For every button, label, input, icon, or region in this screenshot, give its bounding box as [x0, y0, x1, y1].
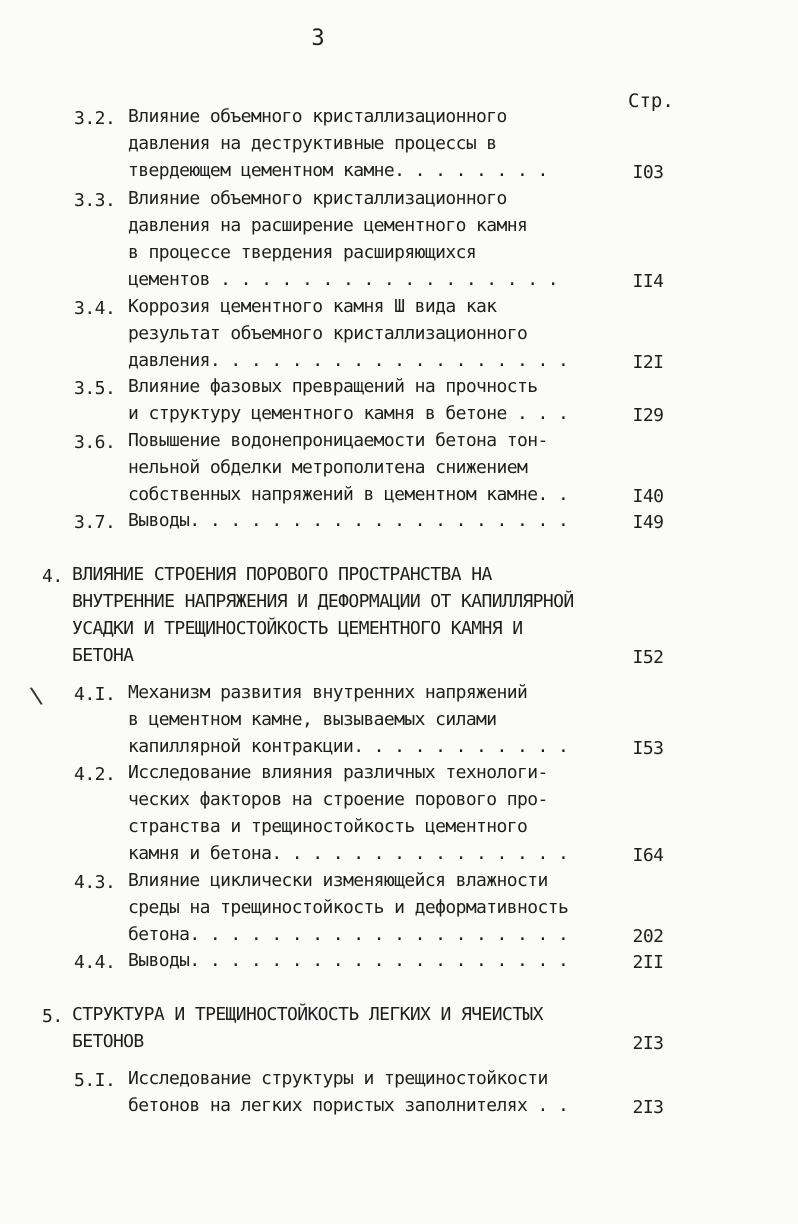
toc-entry-line: УСАДКИ И ТРЕЩИНОСТОЙКОСТЬ ЦЕМЕНТНОГО КАМНЯ И	[72, 618, 523, 639]
toc-entry-line: Выводы. . . . . . . . . . . . . . . . . . .	[128, 510, 569, 531]
toc-entry-number: 4.3.	[74, 872, 116, 893]
page-number: 3	[311, 26, 325, 51]
toc-entry-line: цементов . . . . . . . . . . . . . . . . .	[128, 269, 558, 290]
toc-entry-page: 2I3	[632, 1097, 664, 1118]
toc-entry-line: БЕТОНОВ	[72, 1031, 144, 1052]
toc-entry-page: I53	[632, 738, 664, 759]
toc-entry-line: ВЛИЯНИЕ СТРОЕНИЯ ПОРОВОГО ПРОСТРАНСТВА НА	[72, 564, 492, 585]
toc-entry-line: Исследование структуры и трещиностойкости	[128, 1068, 548, 1089]
toc-entry-line: Выводы. . . . . . . . . . . . . . . . . . .	[128, 950, 569, 971]
toc-entry-number: 5.	[42, 1006, 63, 1027]
toc-entry-line: бетонов на легких пористых заполнителях . .	[128, 1095, 569, 1116]
toc-entry-page: I52	[632, 647, 664, 668]
toc-entry-line: среды на трещиностойкость и деформативность	[128, 897, 569, 918]
toc-entry-line: ческих факторов на строение порового про-	[128, 789, 548, 810]
toc-entry-line: давления на деструктивные процессы в	[128, 133, 497, 154]
toc-entry-number: 3.7.	[74, 512, 116, 533]
toc-entry-page: I2I	[632, 352, 664, 373]
toc-entry-page: 202	[632, 926, 664, 947]
toc-entry-line: и структуру цементного камня в бетоне . . .	[128, 403, 569, 424]
toc-entry-number: 4.4.	[74, 952, 116, 973]
toc-entry-line: давления. . . . . . . . . . . . . . . . . .	[128, 350, 569, 371]
toc-entry-page: I29	[632, 405, 664, 426]
toc-entry-number: 3.4.	[74, 298, 116, 319]
toc-entry-number: 3.3.	[74, 190, 116, 211]
toc-entry-line: Влияние объемного кристаллизационного	[128, 106, 507, 127]
toc-entry-line: капиллярной контракции. . . . . . . . . . .	[128, 736, 569, 757]
toc-entry-number: 3.6.	[74, 432, 116, 453]
toc-entry-line: нельной обделки метрополитена снижением	[128, 457, 528, 478]
toc-entry-line: бетона. . . . . . . . . . . . . . . . . . .	[128, 924, 569, 945]
toc-entry-number: 4.I.	[74, 684, 116, 705]
toc-entry-line: Влияние объемного кристаллизационного	[128, 188, 507, 209]
toc-entry-number: 4.2.	[74, 764, 116, 785]
toc-entry-line: Коррозия цементного камня Ш вида как	[128, 296, 497, 317]
toc-entry-line: давления на расширение цементного камня	[128, 215, 528, 236]
toc-entry-line: Влияние фазовых превращений на прочность	[128, 376, 538, 397]
toc-entry-line: СТРУКТУРА И ТРЕЩИНОСТОЙКОСТЬ ЛЕГКИХ И ЯЧЕИСТЫХ	[72, 1004, 543, 1025]
toc-entry-line: ВНУТРЕННИЕ НАПРЯЖЕНИЯ И ДЕФОРМАЦИИ ОТ КАПИЛЛЯРНОЙ	[72, 591, 574, 612]
page-column-label: Стр.	[628, 90, 674, 112]
toc-entry-line: камня и бетона. . . . . . . . . . . . . . .	[128, 843, 569, 864]
toc-entry-line: Механизм развития внутренних напряжений	[128, 682, 528, 703]
toc-entry-page: I03	[632, 162, 664, 183]
toc-entry-line: Повышение водонепроницаемости бетона тон-	[128, 430, 548, 451]
toc-entry-page: II4	[632, 271, 664, 292]
toc-entry-line: в процессе твердения расширяющихся	[128, 242, 477, 263]
toc-entry-page: I64	[632, 845, 664, 866]
toc-entry-line: Исследование влияния различных технологи-	[128, 762, 548, 783]
toc-entry-line: твердеющем цементном камне. . . . . . . .	[128, 160, 548, 181]
toc-entry-page: 2II	[632, 952, 664, 973]
toc-entry-line: собственных напряжений в цементном камне. .	[128, 484, 569, 505]
toc-entry-line: БЕТОНА	[72, 645, 134, 666]
toc-entry-line: результат объемного кристаллизационного	[128, 323, 528, 344]
toc-entry-page: I40	[632, 486, 664, 507]
toc-entry-page: 2I3	[632, 1033, 664, 1054]
toc-entry-line: странства и трещиностойкость цементного	[128, 816, 528, 837]
check-mark: \	[28, 683, 45, 710]
toc-entry-line: в цементном камне, вызываемых силами	[128, 709, 497, 730]
toc-entry-line: Влияние циклически изменяющейся влажности	[128, 870, 548, 891]
toc-entry-number: 3.5.	[74, 378, 116, 399]
toc-entry-number: 5.I.	[74, 1070, 116, 1091]
toc-entry-page: I49	[632, 512, 664, 533]
toc-entry-number: 4.	[42, 566, 63, 587]
toc-entry-number: 3.2.	[74, 108, 116, 129]
